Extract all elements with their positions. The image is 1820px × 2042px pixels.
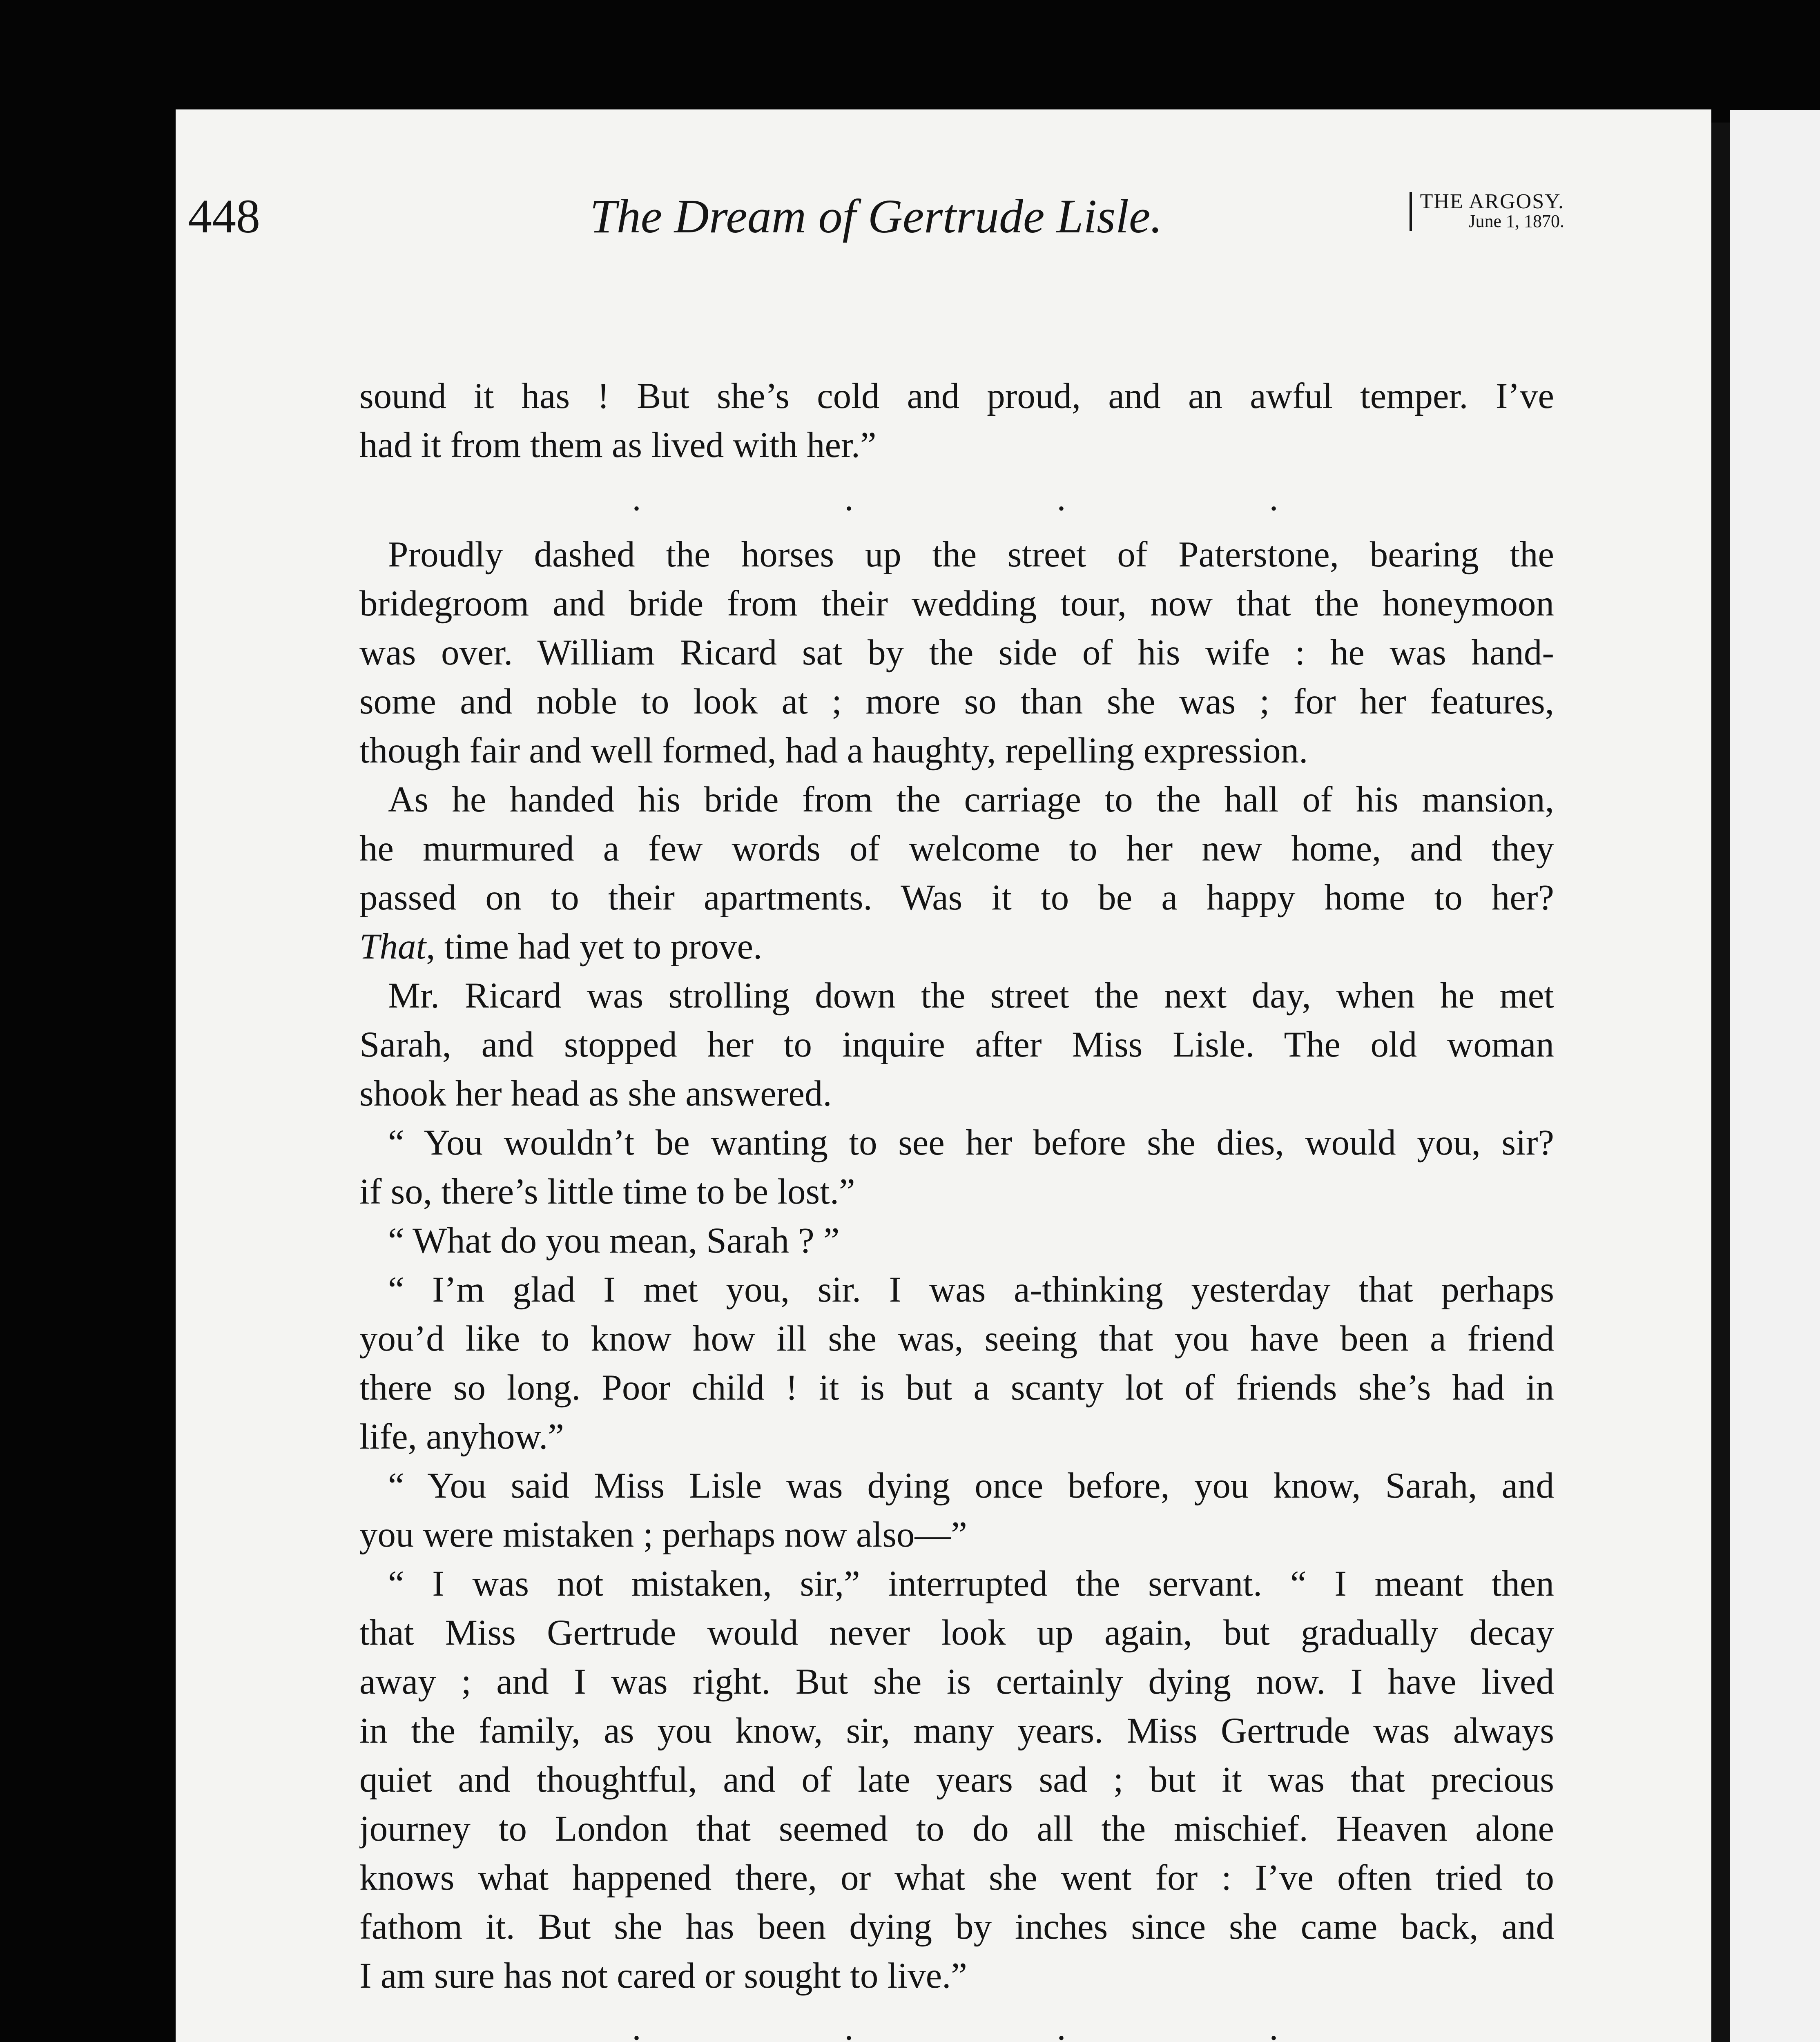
text-line: “ You wouldn’t be wanting to see her before she dies, would you, sir?: [388, 1123, 1554, 1163]
text-line: passed on to their apartments. Was it to be a happy home to her?: [359, 878, 1554, 918]
text-line: fathom it. But she has been dying by inches since she came back, and: [359, 1907, 1554, 1947]
text-line: knows what happened there, or what she went for : I’ve often tried to: [359, 1858, 1554, 1898]
break-dot: .: [1269, 2008, 1282, 2042]
page-number: 448: [188, 189, 260, 243]
text-line: “ I was not mistaken, sir,” interrupted the servant. “ I meant then: [388, 1564, 1554, 1604]
source-reference: [1410, 192, 1564, 231]
text-line: some and noble to look at ; more so than she was ; for her features,: [359, 682, 1554, 722]
text-line: journey to London that seemed to do all the mischief. Heaven alone: [359, 1809, 1554, 1849]
text-line: I am sure has not cared or sought to live.”: [359, 1956, 967, 1996]
source-publication: THE ARGOSY.: [1420, 190, 1564, 213]
section-break: [359, 2003, 1554, 2042]
text-line: Proudly dashed the horses up the street of Paterstone, bearing the: [388, 535, 1554, 575]
text-line: As he handed his bride from the carriage to the hall of his mansion,: [388, 780, 1554, 820]
text-line: shook her head as she answered.: [359, 1074, 832, 1114]
text-line: he murmured a few words of welcome to her new home, and they: [359, 829, 1554, 869]
text-line: Mr. Ricard was strolling down the street the next day, when he met: [388, 976, 1554, 1016]
running-title: The Dream of Gertrude Lisle.: [590, 189, 1162, 243]
break-dot: .: [844, 478, 857, 518]
text-line: you were mistaken ; perhaps now also—”: [359, 1515, 967, 1555]
text-line: sound it has ! But she’s cold and proud, and an awful temper. I’ve: [359, 376, 1554, 416]
text-line: you’d like to know how ill she was, seeing that you have been a friend: [359, 1319, 1554, 1359]
text-line: “ You said Miss Lisle was dying once before, you know, Sarah, and: [388, 1466, 1554, 1506]
text-line: “ I’m glad I met you, sir. I was a-thinking yesterday that perhaps: [388, 1270, 1554, 1310]
text-line: That, time had yet to prove.: [359, 927, 763, 967]
text-line: bridegroom and bride from their wedding tour, now that the honeymoon: [359, 584, 1554, 624]
page-gutter: [1711, 123, 1732, 2042]
section-break: [359, 474, 1554, 523]
text-line: there so long. Poor child ! it is but a scanty lot of friends she’s had in: [359, 1368, 1554, 1408]
text-line: “ What do you mean, Sarah ? ”: [388, 1221, 840, 1261]
break-dot: .: [1057, 2008, 1069, 2042]
text-line: away ; and I was right. But she is certainly dying now. I have lived: [359, 1662, 1554, 1702]
text-line: if so, there’s little time to be lost.”: [359, 1172, 855, 1212]
break-dot: .: [1057, 478, 1069, 518]
text-line: Sarah, and stopped her to inquire after Miss Lisle. The old woman: [359, 1025, 1554, 1065]
text-line: had it from them as lived with her.”: [359, 425, 877, 465]
break-dot: .: [1269, 478, 1282, 518]
text-line: that Miss Gertrude would never look up again, but gradually decay: [359, 1613, 1554, 1653]
text-line: though fair and well formed, had a haughty, repelling expression.: [359, 731, 1308, 771]
text-line: life, anyhow.”: [359, 1417, 564, 1457]
next-page-edge: [1730, 110, 1820, 2042]
break-dot: .: [844, 2008, 857, 2042]
running-head: [188, 189, 1564, 250]
break-dot: .: [632, 2008, 645, 2042]
text-line: quiet and thoughtful, and of late years sad ; but it was that precious: [359, 1760, 1554, 1800]
break-dot: .: [632, 478, 645, 518]
source-date: June 1, 1870.: [1468, 211, 1564, 231]
text-line: in the family, as you know, sir, many years. Miss Gertrude was always: [359, 1711, 1554, 1751]
text-line: was over. William Ricard sat by the side of his wife : he was hand-: [359, 633, 1554, 673]
